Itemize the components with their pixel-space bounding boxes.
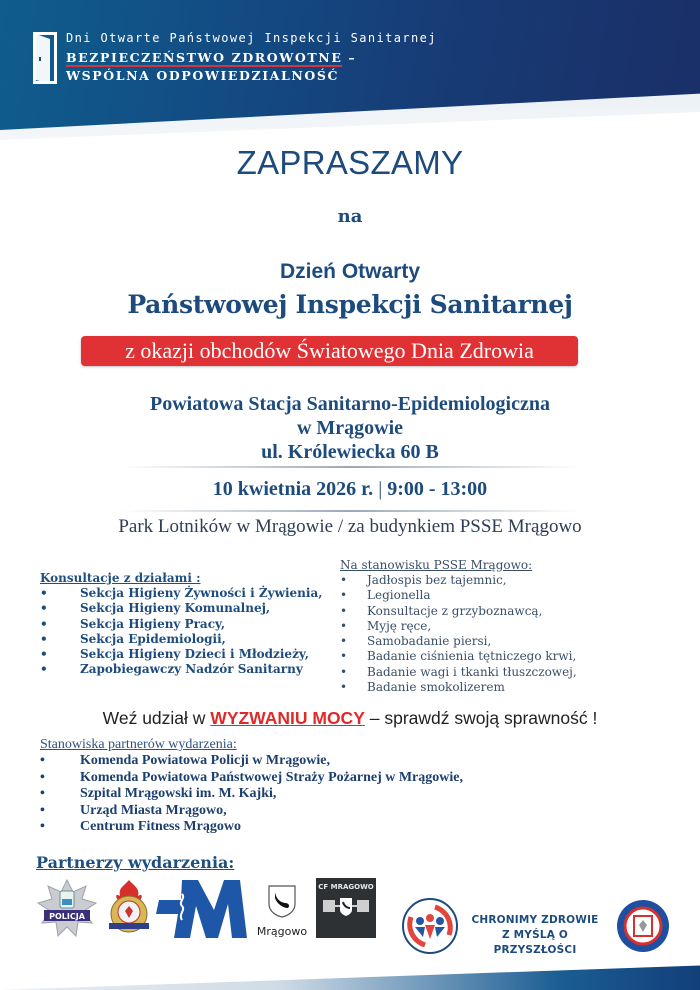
header-slogan-line1 bbox=[66, 50, 356, 65]
list-item bbox=[340, 619, 680, 634]
list-item bbox=[40, 647, 340, 662]
bullet-icon: • bbox=[340, 664, 348, 679]
list-item bbox=[40, 819, 660, 836]
town-logo-label: Mrągowo bbox=[256, 925, 308, 938]
event-place: Park Lotników w Mrągowie / za budynkiem PSSE Mrągowo bbox=[118, 516, 582, 537]
campaign-slogan-line2: Z MYŚLĄ O PRZYSZŁOŚCI bbox=[493, 929, 577, 956]
list-item bbox=[40, 786, 660, 803]
list-item bbox=[40, 803, 660, 820]
headline: ZAPRASZAMY bbox=[236, 144, 464, 181]
divider bbox=[120, 510, 580, 512]
list-item bbox=[340, 634, 680, 649]
list-item-text: Szpital Mrągowski im. M. Kajki, bbox=[80, 786, 277, 801]
event-title-line1: Dzień Otwarty bbox=[279, 260, 421, 283]
header-slogan-underlined: BEZPIECZEŃSTWO ZDROWOTNE bbox=[66, 50, 343, 65]
list-item bbox=[40, 586, 340, 601]
psse-stand-list bbox=[340, 558, 680, 695]
fitness-logo bbox=[316, 878, 376, 938]
station-city: w Mrągowie bbox=[296, 417, 404, 439]
bullet-icon: • bbox=[40, 616, 48, 631]
station-name: Powiatowa Stacja Sanitarno-Epidemiologiczna bbox=[150, 393, 550, 415]
list-item bbox=[40, 617, 340, 632]
campaign-slogan bbox=[470, 913, 600, 958]
header-slogan-line2: WSPÓLNA ODPOWIEDZIALNOŚĆ bbox=[66, 68, 340, 83]
police-logo bbox=[36, 878, 98, 940]
event-title-line2: Państwowej Inspekcji Sanitarnej bbox=[127, 290, 573, 319]
bullet-icon: • bbox=[340, 649, 348, 664]
bullet-icon: • bbox=[40, 769, 45, 785]
list-item-text: Sekcja Higieny Dzieci i Młodzieży, bbox=[80, 647, 309, 662]
list-item-text: Komenda Powiatowa Państwowej Straży Pożarnej w Mrągowie, bbox=[80, 769, 463, 785]
bullet-icon: • bbox=[40, 647, 48, 662]
bullet-icon: • bbox=[40, 819, 45, 834]
list-item-text: Sekcja Epidemiologii, bbox=[80, 631, 226, 646]
date-separator: | bbox=[378, 478, 383, 500]
list-item-text: Centrum Fitness Mrągowo bbox=[80, 819, 241, 834]
consultations-list bbox=[40, 571, 340, 678]
header-slogan-dash: – bbox=[342, 50, 357, 65]
bullet-icon: • bbox=[340, 573, 348, 587]
list-item-text: Badanie smokolizerem bbox=[367, 680, 505, 695]
list-item-text: Legionella bbox=[367, 588, 431, 603]
bullet-icon: • bbox=[340, 588, 348, 603]
challenge-prefix: Weź udział w bbox=[102, 708, 211, 728]
partners-heading: Partnerzy wydarzenia: bbox=[36, 853, 235, 872]
headline-na: na bbox=[337, 206, 363, 227]
footer-bar bbox=[0, 955, 700, 990]
list-item-text: Myję ręce, bbox=[367, 618, 432, 633]
police-logo-label: POLICJA bbox=[49, 912, 85, 921]
list-item bbox=[40, 753, 660, 770]
bullet-icon: • bbox=[40, 786, 45, 801]
list-item-text: Sekcja Higieny Pracy, bbox=[80, 616, 226, 631]
bullet-icon: • bbox=[40, 802, 45, 818]
list-item bbox=[40, 662, 340, 677]
fitness-logo-label: CF MRAGOWO bbox=[318, 883, 374, 891]
bullet-icon: • bbox=[340, 618, 348, 633]
challenge-suffix: – sprawdź swoją sprawność ! bbox=[364, 708, 598, 728]
list-item bbox=[40, 770, 660, 787]
bullet-icon: • bbox=[340, 634, 348, 649]
fire-service-logo bbox=[104, 878, 154, 940]
bullet-icon: • bbox=[40, 662, 48, 677]
list-item-text: Badanie wagi i tkanki tłuszczowej, bbox=[367, 664, 577, 679]
list-item-text: Zapobiegawczy Nadzór Sanitarny bbox=[80, 662, 303, 677]
bullet-icon: • bbox=[40, 631, 48, 646]
station-block bbox=[0, 392, 700, 464]
date-time bbox=[0, 478, 700, 501]
campaign-slogan-line1: CHRONIMY ZDROWIE bbox=[471, 914, 599, 926]
list-item bbox=[340, 573, 680, 588]
divider bbox=[120, 466, 580, 468]
hospital-logo bbox=[156, 880, 247, 938]
list-item-text: Konsultacje z grzyboznawcą, bbox=[367, 603, 543, 618]
list-item bbox=[40, 632, 340, 647]
list-item bbox=[340, 680, 680, 695]
list-item-text: Samobadanie piersi, bbox=[367, 634, 492, 649]
partner-stands-heading: Stanowiska partnerów wydarzenia: bbox=[40, 737, 237, 752]
bullet-icon: • bbox=[40, 601, 48, 616]
list-item-text: Komenda Powiatowa Policji w Mrągowie, bbox=[80, 753, 331, 768]
list-item-text: Sekcja Higieny Żywności i Żywienia, bbox=[80, 586, 323, 600]
list-item-text: Jadłospis bez tajemnic, bbox=[367, 573, 507, 587]
list-item-text: Sekcja Higieny Komunalnej, bbox=[80, 601, 271, 616]
bullet-icon: • bbox=[340, 680, 348, 695]
town-logo bbox=[252, 884, 312, 938]
bullet-icon: • bbox=[340, 603, 348, 618]
door-icon bbox=[33, 32, 57, 84]
event-time: 9:00 - 13:00 bbox=[387, 478, 488, 500]
station-address: ul. Królewiecka 60 B bbox=[261, 441, 439, 463]
list-item bbox=[340, 665, 680, 680]
psse-stand-heading: Na stanowisku PSSE Mrągowo: bbox=[340, 558, 533, 572]
list-item bbox=[340, 649, 680, 664]
bullet-icon: • bbox=[40, 753, 45, 768]
challenge-highlight: WYZWANIU MOCY bbox=[210, 708, 365, 728]
psi-seal-logo bbox=[616, 899, 670, 953]
partner-stands-list bbox=[40, 737, 660, 836]
header-subtitle: Dni Otwarte Państwowej Inspekcji Sanitarnej bbox=[66, 31, 437, 45]
bullet-icon: • bbox=[40, 586, 48, 600]
list-item bbox=[40, 601, 340, 616]
campaign-logo bbox=[401, 897, 459, 955]
event-date: 10 kwietnia 2026 r. bbox=[212, 478, 374, 500]
list-item bbox=[340, 604, 680, 619]
challenge-line bbox=[0, 708, 700, 729]
consultations-heading: Konsultacje z działami : bbox=[40, 571, 201, 585]
occasion-banner: z okazji obchodów Światowego Dnia Zdrowia bbox=[81, 336, 578, 366]
list-item bbox=[340, 588, 680, 603]
list-item-text: Urząd Miasta Mrągowo, bbox=[80, 802, 227, 818]
list-item-text: Badanie ciśnienia tętniczego krwi, bbox=[367, 649, 577, 664]
